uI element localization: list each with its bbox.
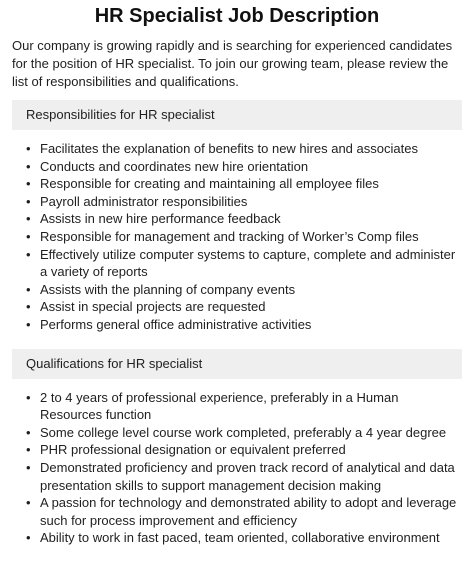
bullet-icon: •	[26, 495, 31, 511]
bullet-icon: •	[26, 193, 31, 209]
list-item-text: Demonstrated proficiency and proven track record of analytical and data presentation skills to support management decision making	[40, 459, 455, 493]
list-item-text: 2 to 4 years of professional experience, preferably in a Human Resources function	[40, 389, 399, 423]
bullet-icon: •	[26, 246, 31, 262]
list-item	[26, 140, 462, 158]
bullet-icon: •	[26, 141, 31, 156]
list-item-text: PHR professional designation or equivalent preferred	[40, 442, 346, 458]
list-item	[26, 441, 462, 459]
list-item	[26, 316, 462, 334]
list-item-text: Assist in special projects are requested	[40, 299, 266, 315]
list-item	[26, 298, 462, 316]
list-item-text: Responsible for creating and maintaining all employee files	[40, 176, 379, 192]
list-item-text: A passion for technology and demonstrated ability to adopt and leverage such for process improvement and efficiency	[40, 495, 457, 528]
list-item	[26, 459, 462, 494]
list-item-text: Ability to work in fast paced, team oriented, collaborative environment	[40, 530, 440, 546]
responsibilities-list	[12, 140, 462, 334]
qualifications-list	[12, 389, 462, 547]
bullet-icon: •	[26, 281, 31, 297]
list-item	[26, 529, 462, 547]
list-item-text: Effectively utilize computer systems to capture, complete and administer a variety of reports	[40, 246, 456, 280]
bullet-icon: •	[26, 299, 31, 315]
list-item	[26, 494, 462, 529]
bullet-icon: •	[26, 389, 31, 405]
list-item	[26, 281, 462, 299]
list-item	[26, 246, 462, 281]
responsibilities-heading: Responsibilities for HR specialist	[12, 100, 462, 130]
list-item-text: Some college level course work completed, preferably a 4 year degree	[40, 424, 447, 440]
list-item-text: Performs general office administrative activities	[40, 316, 312, 332]
qualifications-heading: Qualifications for HR specialist	[12, 349, 462, 379]
bullet-icon: •	[26, 316, 31, 332]
list-item-text: Payroll administrator responsibilities	[40, 193, 248, 209]
bullet-icon: •	[26, 211, 31, 227]
list-item	[26, 424, 462, 442]
list-item	[26, 193, 462, 211]
list-item	[26, 228, 462, 246]
list-item-text: Responsible for management and tracking of Worker’s Comp files	[40, 228, 419, 244]
list-item	[26, 175, 462, 193]
list-item	[26, 210, 462, 228]
intro-paragraph: Our company is growing rapidly and is searching for experienced candidates for the position of HR specialist. To join our growing team, please review the list of responsibilities and qualifications.	[12, 38, 453, 89]
list-item-text: Conducts and coordinates new hire orientation	[40, 158, 309, 174]
bullet-icon: •	[26, 442, 31, 458]
bullet-icon: •	[26, 424, 31, 440]
list-item-text: Assists with the planning of company events	[40, 281, 296, 297]
bullet-icon: •	[26, 228, 31, 244]
bullet-icon: •	[26, 176, 31, 192]
list-item-text: Facilitates the explanation of benefits to new hires and associates	[40, 141, 418, 156]
list-item	[26, 389, 462, 424]
list-item	[26, 158, 462, 176]
bullet-icon: •	[26, 530, 31, 546]
bullet-icon: •	[26, 459, 31, 475]
bullet-icon: •	[26, 158, 31, 174]
page-title: HR Specialist Job Description	[94, 5, 380, 27]
list-item-text: Assists in new hire performance feedback	[40, 211, 281, 227]
